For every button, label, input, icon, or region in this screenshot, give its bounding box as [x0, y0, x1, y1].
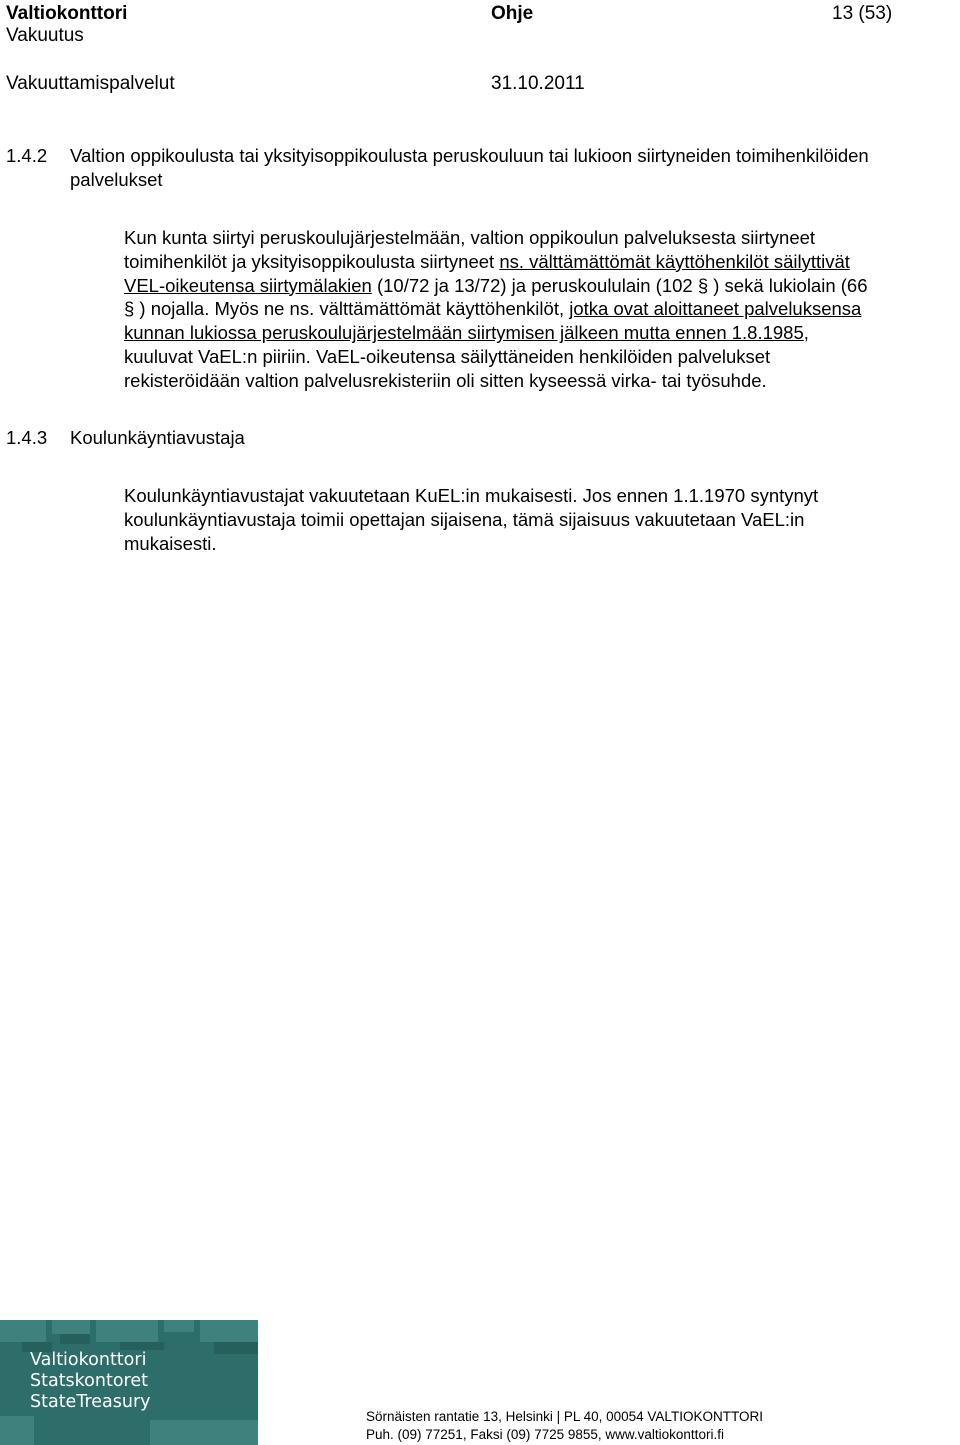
header-page-number: 13 (53)	[832, 3, 893, 24]
underlined-text: VEL-oikeutensa siirtymälakien	[124, 274, 372, 296]
paragraph-line: kuuluvat VaEL:n piiriin. VaEL-oikeutensa säilyttäneiden henkilöiden palvelukset	[124, 345, 771, 367]
header-section: Vakuutus	[6, 25, 84, 46]
paragraph-line	[124, 250, 954, 274]
paragraph-line	[124, 274, 954, 298]
paragraph-line	[124, 297, 954, 321]
section-142-number: 1.4.2	[6, 145, 48, 166]
text-span: (10/72 ja 13/72) ja peruskoululain (102 § ) sekä lukiolain (66	[371, 274, 868, 296]
section-142-paragraph	[124, 226, 954, 393]
text-span: toimihenkilöt ja yksityisoppikoulusta siirtyneet	[124, 250, 500, 272]
underlined-text: jotka ovat aloittaneet palveluksensa	[569, 298, 862, 320]
section-143-number: 1.4.3	[6, 427, 48, 448]
header-org: Valtiokonttori	[6, 3, 128, 24]
paragraph-line: Kun kunta siirtyi peruskoulujärjestelmään, valtion oppikoulun palveluksesta siirtyneet	[124, 227, 816, 248]
underlined-text: kunnan lukiossa peruskoulujärjestelmään siirtymisen jälkeen mutta ennen 1.8.1985	[124, 322, 804, 344]
paragraph-line: Koulunkäyntiavustajat vakuutetaan KuEL:in mukaisesti. Jos ennen 1.1.1970 syntynyt	[124, 485, 819, 506]
logo-line2: Statskontoret	[30, 1371, 148, 1391]
section-143-paragraph	[124, 484, 954, 555]
paragraph-line: mukaisesti.	[124, 532, 217, 554]
underlined-text: ns. välttämättömät käyttöhenkilöt säilyttivät	[499, 250, 850, 272]
paragraph-line	[124, 321, 954, 345]
footer-address: Sörnäisten rantatie 13, Helsinki | PL 40, 00054 VALTIOKONTTORI	[366, 1409, 763, 1424]
header-department: Vakuuttamispalvelut	[6, 73, 175, 94]
header-date: 31.10.2011	[491, 73, 585, 94]
section-142-title-line1: Valtion oppikoulusta tai yksityisoppikoulusta peruskouluun tai lukioon siirtyneiden toimihenkilöiden	[70, 145, 869, 166]
footer-contact: Puh. (09) 77251, Faksi (09) 7725 9855, www.valtiokonttori.fi	[366, 1427, 724, 1442]
header-doc-type: Ohje	[491, 3, 534, 24]
section-142-title-line2: palvelukset	[70, 169, 163, 190]
section-143-title: Koulunkäyntiavustaja	[70, 427, 245, 448]
logo-line1: Valtiokonttori	[30, 1350, 147, 1370]
paragraph-line: rekisteröidään valtion palvelusrekisteriin oli sitten kyseessä virka- tai työsuhde.	[124, 369, 767, 391]
text-span: ,	[803, 322, 809, 344]
valtiokonttori-logo	[0, 1320, 258, 1445]
logo-line3: StateTreasury	[30, 1392, 151, 1412]
paragraph-line: koulunkäyntiavustaja toimii opettajan sijaisena, tämä sijaisuus vakuutetaan VaEL:in	[124, 508, 805, 530]
text-span: § ) nojalla. Myös ne ns. välttämättömät käyttöhenkilöt,	[124, 298, 570, 320]
